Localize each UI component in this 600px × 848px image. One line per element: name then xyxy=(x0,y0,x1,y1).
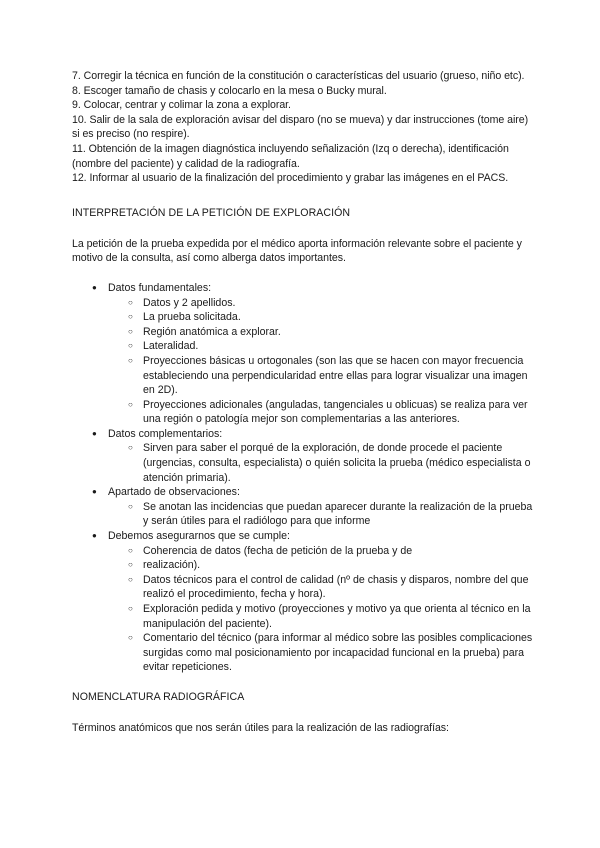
sublist-item xyxy=(108,544,537,559)
list-item-asegurarnos xyxy=(72,529,537,675)
sublist-item-text: Proyecciones adicionales (anguladas, tangenciales u oblicuas) se realiza para ver una región o patología mejor son complementarias a las anteriores. xyxy=(143,398,528,426)
list-item-label: Datos complementarios: xyxy=(108,427,223,440)
document-page xyxy=(72,69,537,736)
circle-bullet-icon: ○ xyxy=(128,443,133,453)
section-heading-nomenclatura: NOMENCLATURA RADIOGRÁFICA xyxy=(72,690,245,703)
section2-intro-paragraph: Términos anatómicos que nos serán útiles para la realización de las radiografías: xyxy=(72,721,449,734)
sublist-item-text: Datos y 2 apellidos. xyxy=(143,296,236,309)
bullet-icon: ● xyxy=(92,282,97,292)
circle-bullet-icon: ○ xyxy=(128,312,133,322)
list-item-label: Datos fundamentales: xyxy=(108,281,212,294)
circle-bullet-icon: ○ xyxy=(128,545,133,555)
section-heading-interpretacion: INTERPRETACIÓN DE LA PETICIÓN DE EXPLORACIÓN xyxy=(72,206,351,219)
sublist-item-text: Coherencia de datos (fecha de petición de la prueba y de xyxy=(143,544,413,557)
sublist-item-text: Exploración pedida y motivo (proyecciones y motivo ya que orienta al técnico en la manipulación del paciente). xyxy=(143,603,531,630)
bullet-icon: ● xyxy=(92,487,97,497)
sublist-item xyxy=(108,631,537,675)
list-item-datos-complementarios xyxy=(72,427,537,485)
list-item-label: Apartado de observaciones: xyxy=(108,486,240,499)
bullet-icon: ● xyxy=(92,428,97,438)
sublist-item-text: Se anotan las incidencias que puedan aparecer durante la realización de la prueba y serán útiles para el radiólogo para que informe xyxy=(143,500,533,528)
sublist-item xyxy=(108,296,537,311)
sublist-item-text: Datos técnicos para el control de calidad (nº de chasis y disparos, nombre del que realizó el procedimiento, fecha y hora). xyxy=(143,573,529,601)
step-7: 7. Corregir la técnica en función de la constitución o características del usuario (grueso, niño etc). xyxy=(72,70,525,82)
circle-bullet-icon: ○ xyxy=(128,297,133,307)
sublist-item xyxy=(108,310,537,325)
circle-bullet-icon: ○ xyxy=(128,399,133,409)
sublist-item-text: realización). xyxy=(143,559,201,572)
sublist-item xyxy=(108,398,537,427)
sublist-item-text: Sirven para saber el porqué de la exploración, de donde procede el paciente (urgencias, consulta, especialista) o quién solicita la prueba (médico especialista o atención primaria). xyxy=(143,442,531,484)
sublist xyxy=(108,441,537,485)
step-10: 10. Salir de la sala de exploración avisar del disparo (no se mueva) y dar instrucciones (tome aire) si es preciso (no respire). xyxy=(72,113,529,141)
sublist-item-text: Proyecciones básicas u ortogonales (son las que se hacen con mayor frecuencia estableciendo una perpendicularidad entre ellas para lograr visualizar una imagen en 2D). xyxy=(143,354,528,397)
section-intro-paragraph: La petición de la prueba expedida por el médico aporta información relevante sobre el paciente y motivo de la consulta, así como alberga datos importantes. xyxy=(72,237,522,265)
step-11: 11. Obtención de la imagen diagnóstica incluyendo señalización (Izq o derecha), identificación (nombre del paciente) y calidad de la radiografía. xyxy=(72,142,509,170)
sublist-item-text: Comentario del técnico (para informar al médico sobre las posibles complicaciones surgidas como mal posicionamiento por incapacidad funcional en la prueba) para evitar repeticiones. xyxy=(143,632,533,674)
bullet-icon: ● xyxy=(92,531,97,541)
sublist-item xyxy=(108,558,537,573)
circle-bullet-icon: ○ xyxy=(128,355,133,365)
request-data-list xyxy=(72,281,537,675)
sublist-item xyxy=(108,325,537,340)
step-8: 8. Escoger tamaño de chasis y colocarlo en la mesa o Bucky mural. xyxy=(72,84,387,97)
sublist xyxy=(108,500,537,529)
step-12: 12. Informar al usuario de la finalización del procedimiento y grabar las imágenes en el PACS. xyxy=(72,172,509,185)
sublist xyxy=(108,296,537,427)
circle-bullet-icon: ○ xyxy=(128,604,133,613)
sublist-item xyxy=(108,441,537,485)
sublist-item xyxy=(108,500,537,529)
sublist-item-text: Lateralidad. xyxy=(143,340,199,353)
sublist-item xyxy=(108,602,537,631)
sublist-item xyxy=(108,339,537,354)
sublist-item xyxy=(108,573,537,602)
procedure-steps xyxy=(72,69,537,186)
circle-bullet-icon: ○ xyxy=(128,560,133,570)
list-item-label: Debemos asegurarnos que se cumple: xyxy=(108,530,290,543)
sublist-item-text: La prueba solicitada. xyxy=(143,311,241,324)
sublist-item xyxy=(108,354,537,398)
list-item-observaciones xyxy=(72,485,537,529)
circle-bullet-icon: ○ xyxy=(128,341,133,351)
list-item-datos-fundamentales xyxy=(72,281,537,427)
circle-bullet-icon: ○ xyxy=(128,501,133,511)
circle-bullet-icon: ○ xyxy=(128,574,133,584)
circle-bullet-icon: ○ xyxy=(128,633,133,643)
sublist xyxy=(108,544,537,675)
sublist-item-text: Región anatómica a explorar. xyxy=(143,325,281,338)
step-9: 9. Colocar, centrar y colimar la zona a explorar. xyxy=(72,99,291,112)
circle-bullet-icon: ○ xyxy=(128,326,133,336)
